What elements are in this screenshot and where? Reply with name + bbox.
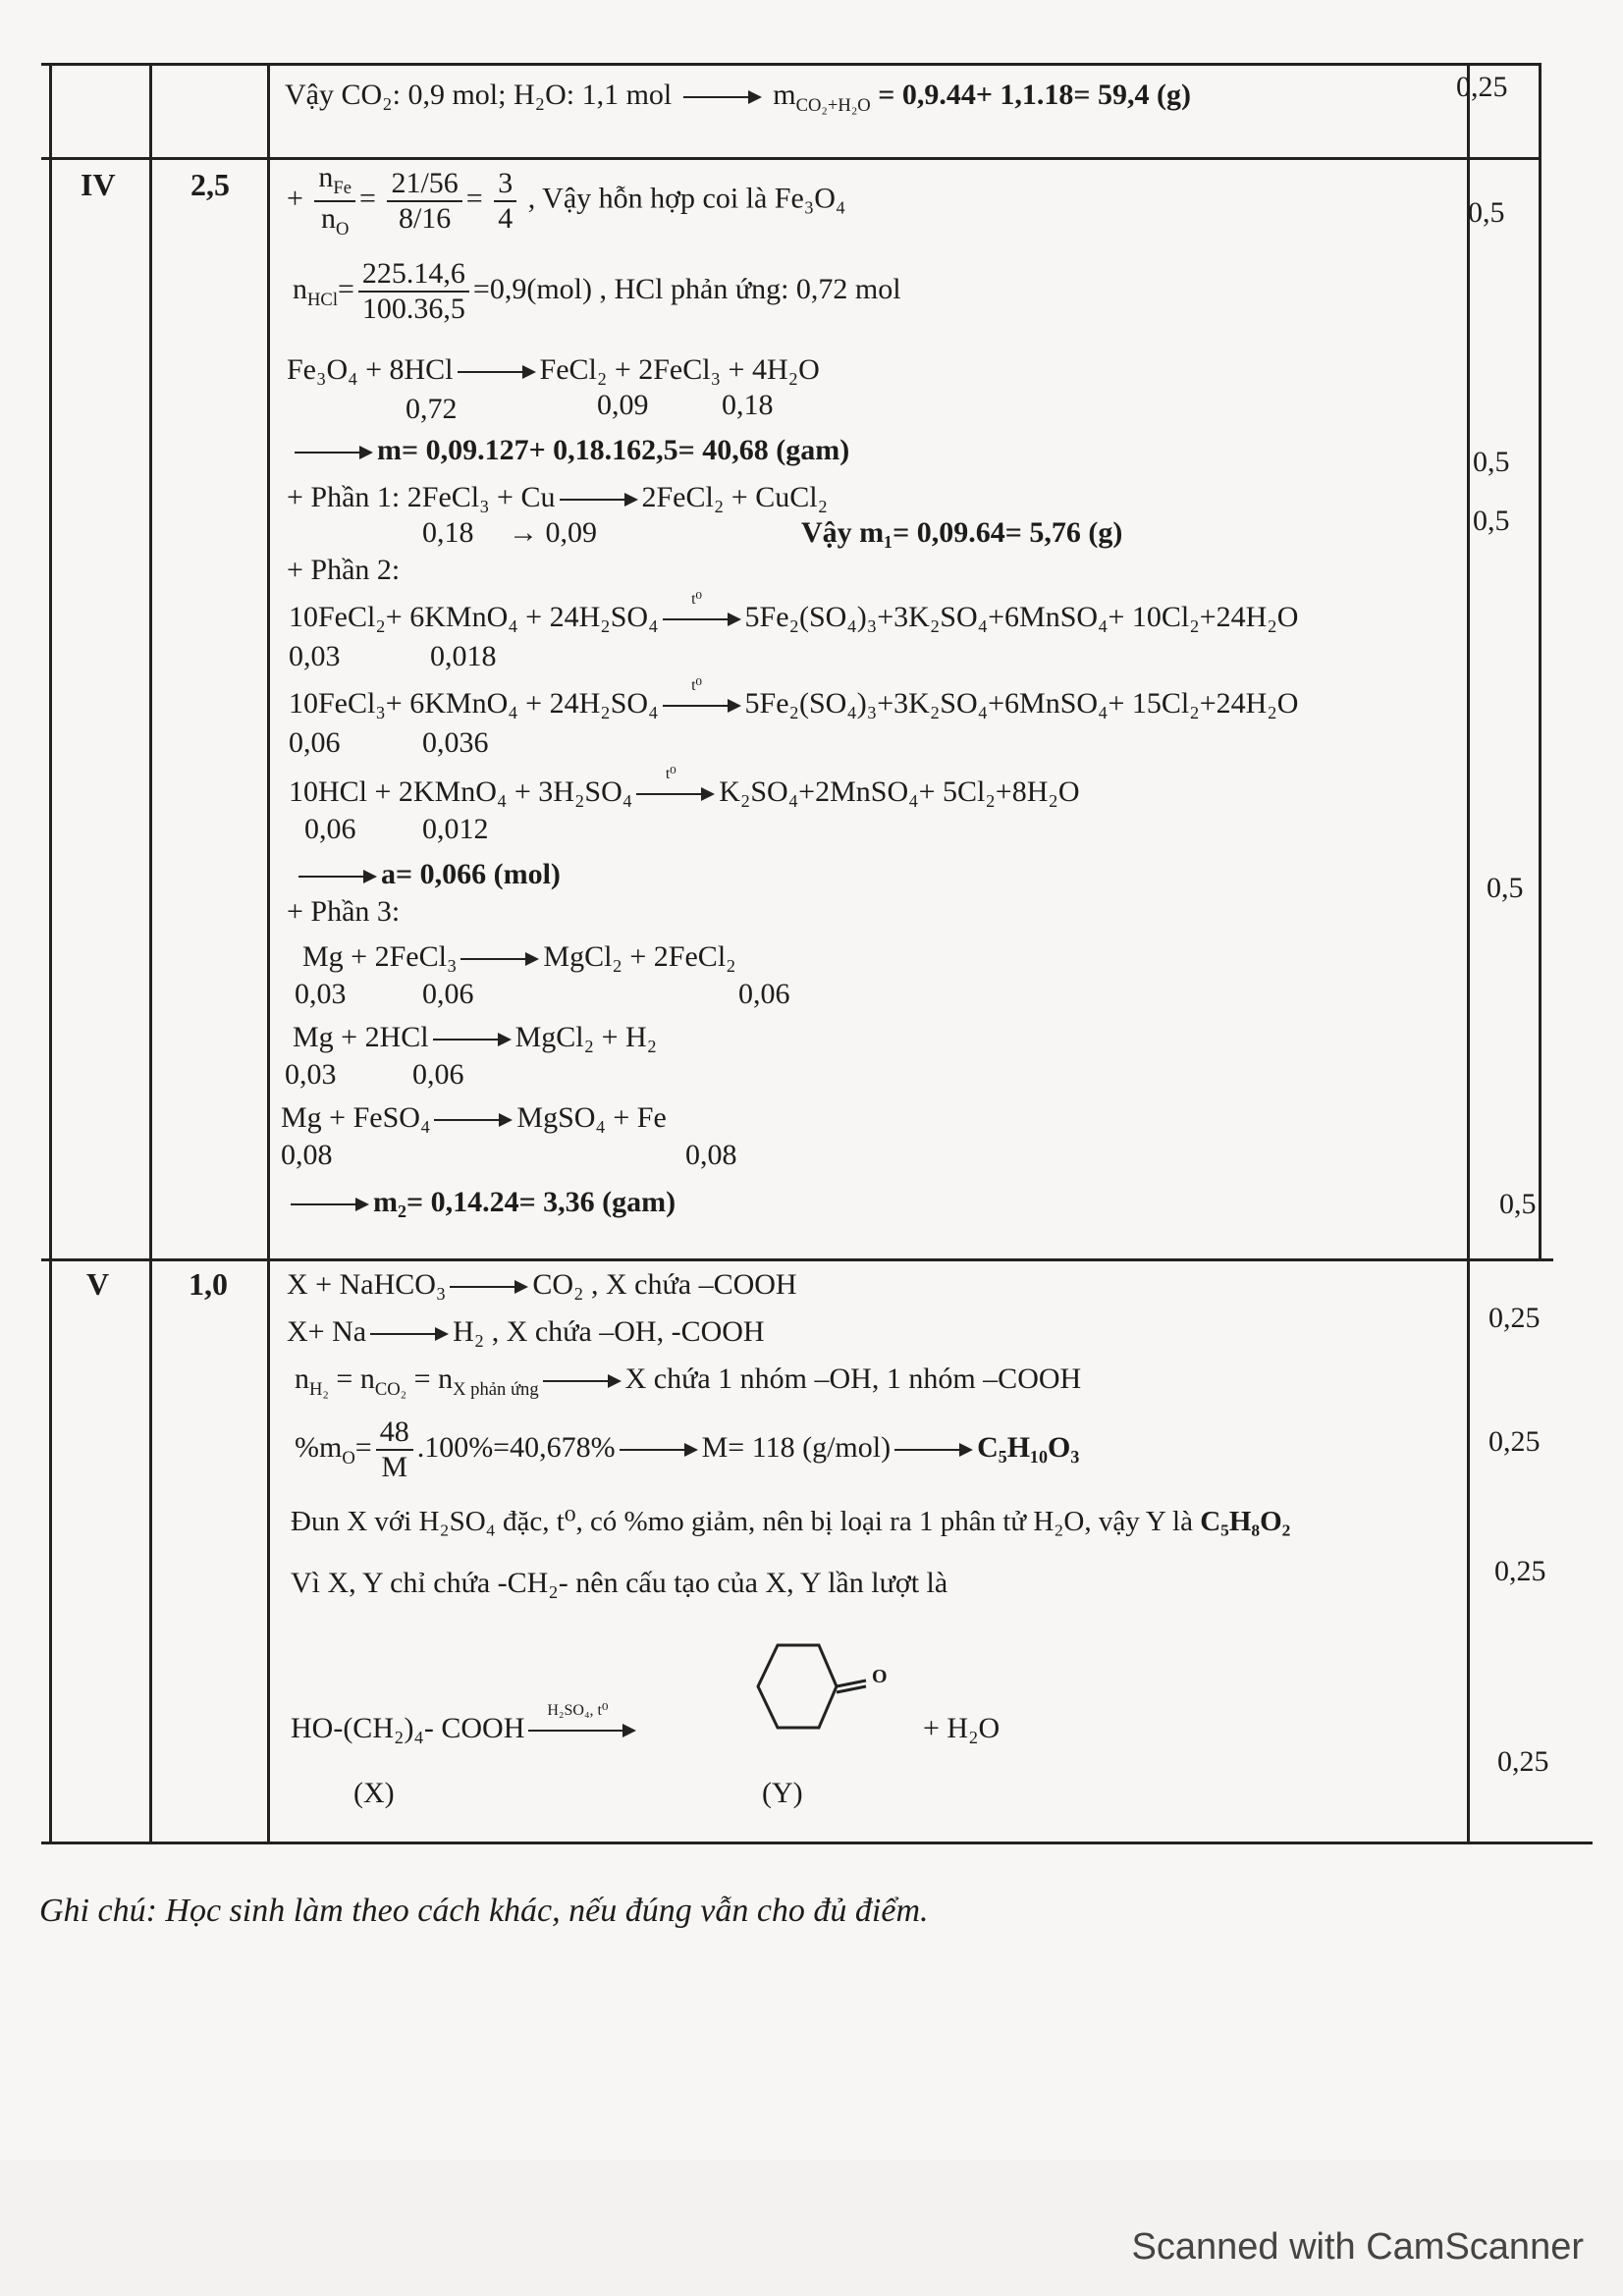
iv-a-line: a= 0,066 (mol) (295, 860, 561, 889)
mol-value: 0,06 (738, 978, 790, 1010)
mol-value: 0,06 (289, 726, 341, 759)
arrow-icon (560, 490, 638, 509)
score-v-3: 0,25 (1494, 1555, 1546, 1587)
iv-part1-reaction: + Phần 1: 2FeCl₃ + Cu 2FeCl₂ + CuCl₂ (287, 481, 829, 513)
scanner-watermark: Scanned with CamScanner (1131, 2226, 1584, 2268)
v-mol-equality: $n_{H_2} = n_{CO_2} = n_{X phản ứng}$ X chứa 1 nhóm –OH, 1 nhóm –COOH (295, 1362, 1082, 1400)
top-line (285, 80, 1191, 116)
arrow-icon (433, 1030, 512, 1049)
section-v-points: 1,0 (189, 1266, 228, 1302)
mol-value: 0,036 (422, 726, 489, 759)
arrow-icon (434, 1110, 513, 1130)
col-border-points (267, 63, 270, 1842)
score-iv-1: 0,5 (1468, 196, 1505, 229)
iv-mass-line: m= 0,09.127+ 0,18.162,5= 40,68 (gam) (291, 436, 849, 465)
iv-m2-line: m₂= 0,14.24= 3,36 (gam) (287, 1188, 676, 1217)
iv-ratio-line: + $\frac{n_{Fe}}{n_O}$ = $\frac{21/56}{8/16}$ = $\frac{3}{4}$ , Vậy hỗn hợp coi là Fe₃O₄ (287, 161, 846, 240)
v-structure-line: Vì X, Y chỉ chứa -CH₂- nên cấu tạo của X, Y lần lượt là (291, 1567, 948, 1599)
arrow-icon (291, 1195, 369, 1214)
value-fraction: $\frac{21/56}{8/16}$ (387, 169, 461, 234)
section-v-label: V (86, 1266, 110, 1302)
part3-heading: + Phần 3: (287, 895, 401, 928)
score-iv-5: 0,5 (1499, 1188, 1537, 1220)
arrow-icon: t⁰ (663, 696, 741, 716)
score-v-4: 0,25 (1497, 1745, 1549, 1778)
iv-reaction-r1: 10FeCl₂+ 6KMnO₄ + 24H₂SO₄ t⁰ 5Fe₂(SO₄)₃+3K₂SO₄+6MnSO₄+ 10Cl₂+24H₂O (289, 591, 1299, 633)
arrow-icon (894, 1440, 973, 1460)
score-iv-3: 0,5 (1473, 505, 1510, 537)
footnote: Ghi chú: Học sinh làm theo cách khác, nếu đúng vẫn cho đủ điểm. (39, 1893, 929, 1929)
col-border-section (149, 63, 152, 1842)
section-iv-points: 2,5 (190, 167, 230, 202)
section-iv-label: IV (81, 167, 116, 202)
score-iv-4: 0,5 (1487, 872, 1524, 904)
label-x: (X) (353, 1777, 395, 1809)
iv-reaction-fe3o4: Fe₃O₄ + 8HCl FeCl₂ + 2FeCl₃ + 4H₂O (287, 353, 820, 386)
mol-value: 0,018 (430, 640, 497, 672)
iv-ratio-conclusion: , Vậy hỗn hợp coi là Fe₃O₄ (527, 182, 846, 215)
lactone-ring-icon (738, 1637, 895, 1745)
hcl-result: =0,9(mol) , HCl phản ứng: 0,72 mol (472, 272, 901, 305)
arrow-icon (370, 1324, 449, 1344)
arrow-icon (295, 443, 373, 462)
score-iv-2: 0,5 (1473, 446, 1510, 478)
mol-value: 0,03 (289, 640, 341, 672)
label-y: (Y) (762, 1777, 803, 1809)
arrow-icon (298, 867, 377, 886)
percent-fraction: $\frac{48}{M}$ (376, 1417, 413, 1482)
col-border-right (1539, 63, 1542, 1258)
hcl-fraction: $\frac{225.14,6}{100.36,5}$ (358, 259, 469, 324)
iv-reaction-r2: 10FeCl₃+ 6KMnO₄ + 24H₂SO₄ t⁰ 5Fe₂(SO₄)₃+3K₂SO₄+6MnSO₄+ 15Cl₂+24H₂O (289, 677, 1299, 720)
plus-sign: + (287, 182, 303, 215)
v-na-line: X+ Na H₂ , X chứa –OH, -COOH (287, 1315, 765, 1348)
arrow-icon (620, 1440, 698, 1460)
v-nahco3-line: X + NaHCO₃ CO₂ , X chứa –COOH (287, 1268, 797, 1301)
top-line-text: Vậy CO₂: 0,9 mol; H₂O: 1,1 mol (285, 79, 673, 111)
part1-mass: Vậy m₁= 0,09.64= 5,76 (g) (801, 516, 1123, 549)
carbonyl-oxygen-label: O (872, 1666, 888, 1687)
v-reaction-line: HO-(CH₂)₄- COOH H₂SO₄, t⁰ (291, 1714, 640, 1743)
simplified-fraction: $\frac{3}{4}$ (494, 169, 516, 234)
col-border-score (1467, 63, 1470, 1842)
mol-value: → 0,09 (509, 516, 597, 549)
mol-value: 0,06 (422, 978, 474, 1010)
iv-hcl-line: $n_{HCl}=$ $\frac{225.14,6}{100.36,5}$ =0,9(mol) , HCl phản ứng: 0,72 mol (293, 257, 901, 325)
arrow-icon (458, 362, 536, 382)
mol-value: 0,03 (295, 978, 347, 1010)
mol-value: 0,72 (406, 393, 458, 425)
v-percent-line: $\%m_O=$ $\frac{48}{M}$ .100%=40,678% M= 118 (g/mol) C₅H₁₀O₃ (295, 1415, 1080, 1483)
arrow-icon: H₂SO₄, t⁰ (528, 1721, 636, 1740)
top-mass-subscript: CO₂+H₂O (795, 95, 871, 116)
mol-value: 0,09 (597, 389, 649, 421)
mol-value: 0,06 (412, 1058, 464, 1091)
part2-heading: + Phần 2: (287, 554, 401, 586)
table-bottom-border (41, 1842, 1593, 1844)
v-dehydration-line: Đun X với H₂SO₄ đặc, t⁰, có %mo giảm, nên bị loại ra 1 phân tử H₂O, vậy Y là C₅H₈O₂ (291, 1506, 1291, 1537)
iv-mg-reaction-2: Mg + 2HCl MgCl₂ + H₂ (293, 1021, 658, 1053)
arrow-icon (543, 1371, 622, 1391)
arrow-icon (460, 949, 539, 969)
iv-mg-reaction-1: Mg + 2FeCl₃ MgCl₂ + 2FeCl₂ (302, 940, 736, 973)
mol-value: 0,03 (285, 1058, 337, 1091)
col-border-left (49, 63, 52, 1842)
mol-value: 0,18 (422, 516, 474, 549)
mol-value: 0,08 (281, 1139, 333, 1171)
arrow-icon: t⁰ (663, 610, 741, 629)
table-top-border (41, 63, 1539, 66)
mol-value: 0,06 (304, 813, 356, 845)
mol-value: 0,012 (422, 813, 489, 845)
score-top: 0,25 (1456, 71, 1508, 103)
iv-reaction-r3: 10HCl + 2KMnO₄ + 3H₂SO₄ t⁰ K₂SO₄+2MnSO₄+ 5Cl₂+8H₂O (289, 766, 1080, 808)
top-mass-value: = 0,9.44+ 1,1.18= 59,4 (g) (870, 79, 1191, 111)
row-divider-iv (41, 157, 1539, 160)
mol-value: 0,18 (722, 389, 774, 421)
arrow-icon: t⁰ (636, 784, 715, 804)
top-mass-symbol: m (773, 79, 796, 111)
arrow-icon (450, 1277, 528, 1297)
iv-mg-reaction-3: Mg + FeSO₄ MgSO₄ + Fe (281, 1101, 667, 1134)
mol-value: 0,08 (685, 1139, 737, 1171)
ratio-fraction: $\frac{n_{Fe}}{n_O}$ (314, 163, 355, 239)
water-product: + H₂O (923, 1712, 1001, 1744)
arrow-icon (683, 87, 762, 107)
score-v-1: 0,25 (1488, 1302, 1541, 1334)
score-v-2: 0,25 (1488, 1425, 1541, 1458)
